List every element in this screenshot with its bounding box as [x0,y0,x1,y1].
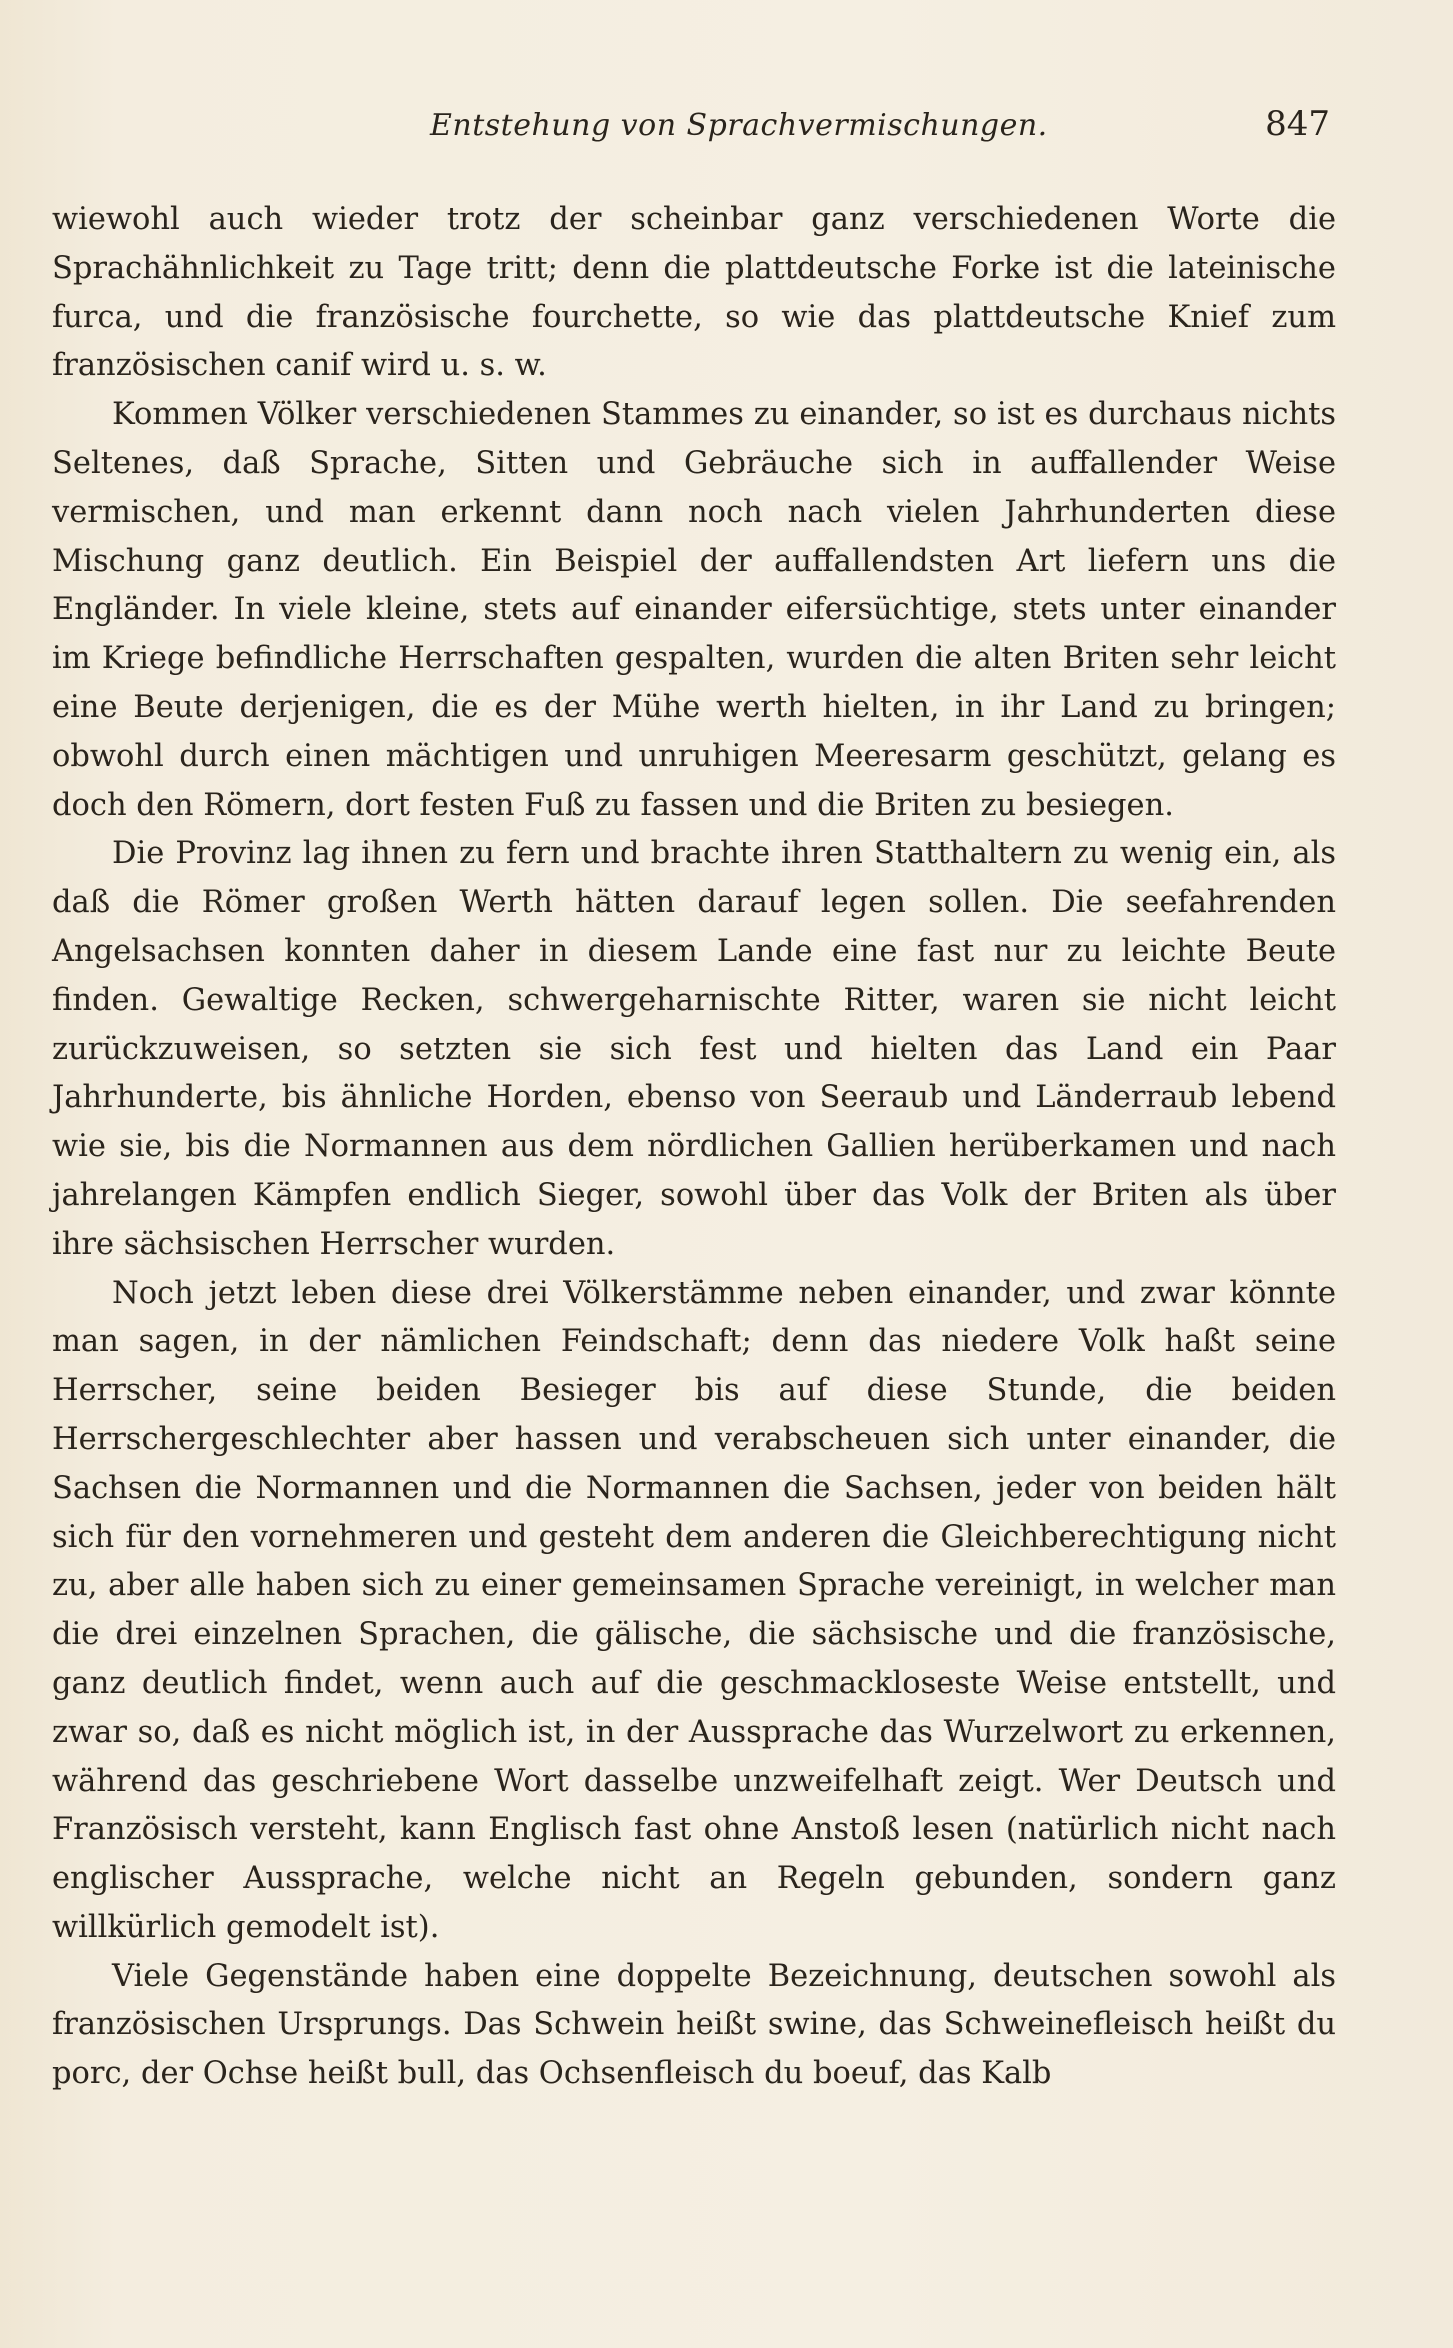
page-number: 847 [1265,104,1330,144]
paragraph: Viele Gegenstände haben eine doppelte Bezeichnung, deutschen sowohl als französischen Ursprungs. Das Schwein heißt swine, das Schweinefleisch heißt du porc, der Ochse heißt bull, das Ochsenfleisch du boeuf, das Kalb [52,1958,1336,2092]
body-text [52,196,1336,2099]
paragraph: wiewohl auch wieder trotz der scheinbar ganz verschiedenen Worte die Sprachähnlichkeit zu Tage tritt; denn die plattdeutsche Forke ist die lateinische furca, und die französische fourchette, so wie das plattdeutsche Knief zum französischen canif wird u. s. w. [52,202,1336,384]
paragraph: Noch jetzt leben diese drei Völkerstämme neben einander, und zwar könnte man sagen, in der nämlichen Feindschaft; denn das niedere Volk haßt seine Herrscher, seine beiden Besieger bis auf diese Stunde, die beiden Herrschergeschlechter aber hassen und verabscheuen sich unter einander, die Sachsen die Normannen und die Normannen die Sachsen, jeder von beiden hält sich für den vornehmeren und gesteht dem anderen die Gleichberechtigung nicht zu, aber alle haben sich zu einer gemeinsamen Sprache vereinigt, in welcher man die drei einzelnen Sprachen, die gälische, die sächsische und die französische, ganz deutlich findet, wenn auch auf die geschmackloseste Weise entstellt, und zwar so, daß es nicht möglich ist, in der Aussprache das Wurzelwort zu erkennen, während das geschriebene Wort dasselbe unzweifelhaft zeigt. Wer Deutsch und Französisch versteht, kann Englisch fast ohne Anstoß lesen (natürlich nicht nach englischer Aussprache, welche nicht an Regeln gebunden, sondern ganz willkürlich gemodelt ist). [52,1275,1336,1945]
page-header [430,104,1330,148]
running-title: Entstehung von Sprachvermischungen. [430,108,1048,143]
paragraph: Die Provinz lag ihnen zu fern und brachte ihren Statthaltern zu wenig ein, als daß die Römer großen Werth hätten darauf legen sollen. Die seefahrenden Angelsachsen konnten daher in diesem Lande eine fast nur zu leichte Beute finden. Gewaltige Recken, schwergeharnischte Ritter, waren sie nicht leicht zurückzuweisen, so setzten sie sich fest und hielten das Land ein Paar Jahrhunderte, bis ähnliche Horden, ebenso von Seeraub und Länderraub lebend wie sie, bis die Normannen aus dem nördlichen Gallien herüberkamen und nach jahrelangen Kämpfen endlich Sieger, sowohl über das Volk der Briten als über ihre sächsischen Herrscher wurden. [52,836,1336,1262]
paragraph: Kommen Völker verschiedenen Stammes zu einander, so ist es durchaus nichts Seltenes, daß Sprache, Sitten und Gebräuche sich in auffallender Weise vermischen, und man erkennt dann noch nach vielen Jahrhunderten diese Mischung ganz deutlich. Ein Beispiel der auffallendsten Art liefern uns die Engländer. In viele kleine, stets auf einander eifersüchtige, stets unter einander im Kriege befindliche Herrschaften gespalten, wurden die alten Briten sehr leicht eine Beute derjenigen, die es der Mühe werth hielten, in ihr Land zu bringen; obwohl durch einen mächtigen und unruhigen Meeresarm geschützt, gelang es doch den Römern, dort festen Fuß zu fassen und die Briten zu besiegen. [52,397,1336,823]
